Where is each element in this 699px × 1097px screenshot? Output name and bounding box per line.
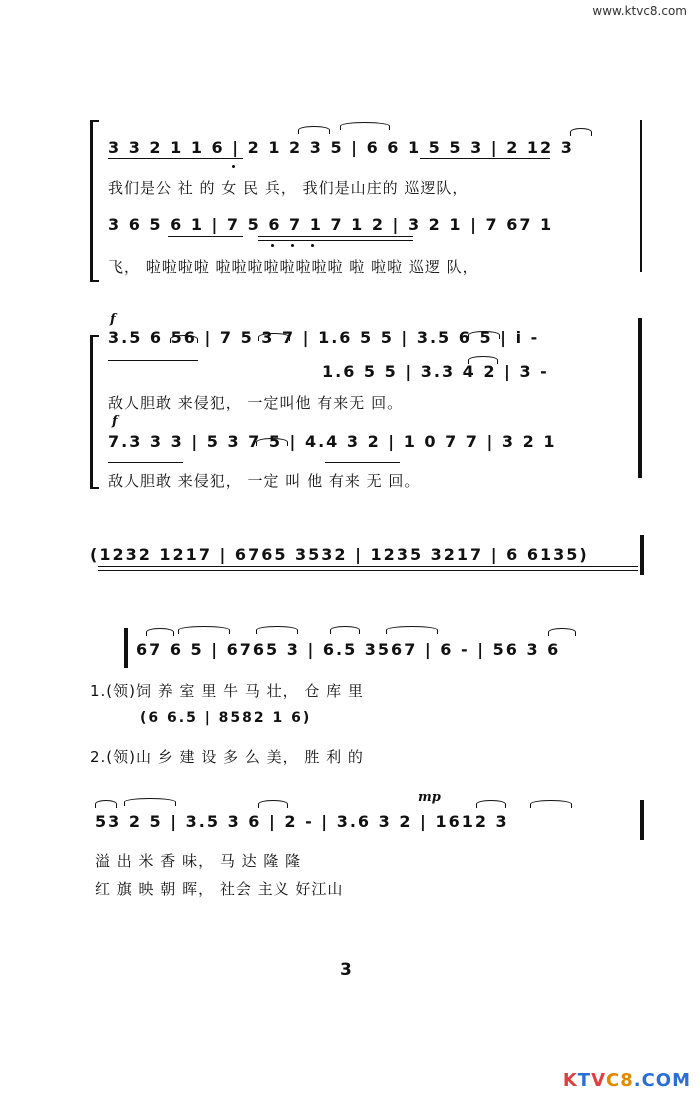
beam xyxy=(108,360,198,361)
dynamic-marking: mp xyxy=(418,790,441,805)
beam xyxy=(108,158,243,159)
notes-line: 3 6 5 6 1 | 7 5 6 7 1 7 1 2 | 3 2 1 | 7 67 1 xyxy=(108,215,554,234)
lyrics-line: 飞， 啦啦啦啦 啦啦啦啦啦啦啦啦 啦 啦啦 巡逻 队， xyxy=(108,258,479,276)
slur xyxy=(298,126,330,134)
notes-line: 53 2 5 | 3.5 3 6 | 2 - | 3.6 3 2 | 1612 3 xyxy=(95,812,509,831)
watermark-logo: KTVC8.COM xyxy=(562,1070,691,1091)
slur xyxy=(258,333,290,341)
beam xyxy=(258,236,413,237)
notes-line: 3.5 6 56 | 7 5 3 7 | 1.6 5 5 | 3.5 6 5 | i - xyxy=(108,328,540,347)
barline xyxy=(640,800,644,840)
octave-dot xyxy=(271,244,274,247)
watermark-url: www.ktvc8.com xyxy=(592,4,687,18)
repeat-barline xyxy=(124,628,128,668)
slur xyxy=(256,438,288,446)
slur xyxy=(124,798,176,806)
beam xyxy=(98,566,638,567)
beam xyxy=(258,240,413,241)
barline xyxy=(640,120,642,272)
lyrics-line: 2.(领)山 乡 建 设 多 么 美， 胜 利 的 xyxy=(90,748,364,766)
beam xyxy=(98,570,638,571)
system-bracket xyxy=(90,335,99,489)
slur xyxy=(386,626,438,634)
beam xyxy=(325,462,400,463)
lyrics-line: 1.(领)饲 养 室 里 牛 马 壮， 仓 库 里 xyxy=(90,682,364,700)
slur xyxy=(256,626,298,634)
beam xyxy=(420,158,550,159)
barline xyxy=(638,318,642,478)
octave-dot xyxy=(291,244,294,247)
dynamic-marking: f xyxy=(110,312,116,327)
slur xyxy=(530,800,572,808)
lyrics-line: 红 旗 映 朝 晖， 社会 主义 好江山 xyxy=(95,880,344,898)
slur xyxy=(330,626,360,634)
slur xyxy=(146,628,174,636)
slur xyxy=(170,335,198,343)
notes-line: 67 6 5 | 6765 3 | 6.5 3567 | 6 - | 56 3 6 xyxy=(136,640,561,659)
dynamic-marking: f xyxy=(112,414,118,429)
notes-line: 3 3 2 1 1 6 | 2 1 2 3 5 | 6 6 1 5 5 3 | 2 12 3 xyxy=(108,138,574,157)
slur xyxy=(548,628,576,636)
lyrics-line: 敌人胆敢 来侵犯， 一定叫他 有来无 回。 xyxy=(108,394,404,412)
notes-line-sub: (6 6.5 | 8582 1 6) xyxy=(140,710,312,726)
octave-dot xyxy=(232,165,235,168)
beam xyxy=(108,462,183,463)
slur xyxy=(340,122,390,130)
notes-line-lower: 1.6 5 5 | 3.3 4 2 | 3 - xyxy=(322,362,549,381)
slur xyxy=(476,800,506,808)
lyrics-line: 溢 出 米 香 味， 马 达 隆 隆 xyxy=(95,852,302,870)
system-bracket xyxy=(90,120,99,282)
slur xyxy=(178,626,230,634)
beam xyxy=(168,236,243,237)
barline xyxy=(640,535,644,575)
slur xyxy=(95,800,117,808)
notes-line: 7.3 3 3 | 5 3 7 5 | 4.4 3 2 | 1 0 7 7 | 3 2 1 xyxy=(108,432,557,451)
octave-dot xyxy=(311,244,314,247)
slur xyxy=(468,356,498,364)
lyrics-line: 我们是公 社 的 女 民 兵， 我们是山庄的 巡逻队， xyxy=(108,179,469,197)
interlude-line: (1232 1217 | 6765 3532 | 1235 3217 | 6 6135) xyxy=(90,545,589,564)
slur xyxy=(570,128,592,136)
slur xyxy=(468,331,500,339)
page-number: 3 xyxy=(340,960,352,980)
slur xyxy=(258,800,288,808)
lyrics-line: 敌人胆敢 来侵犯， 一定 叫 他 有来 无 回。 xyxy=(108,472,421,490)
